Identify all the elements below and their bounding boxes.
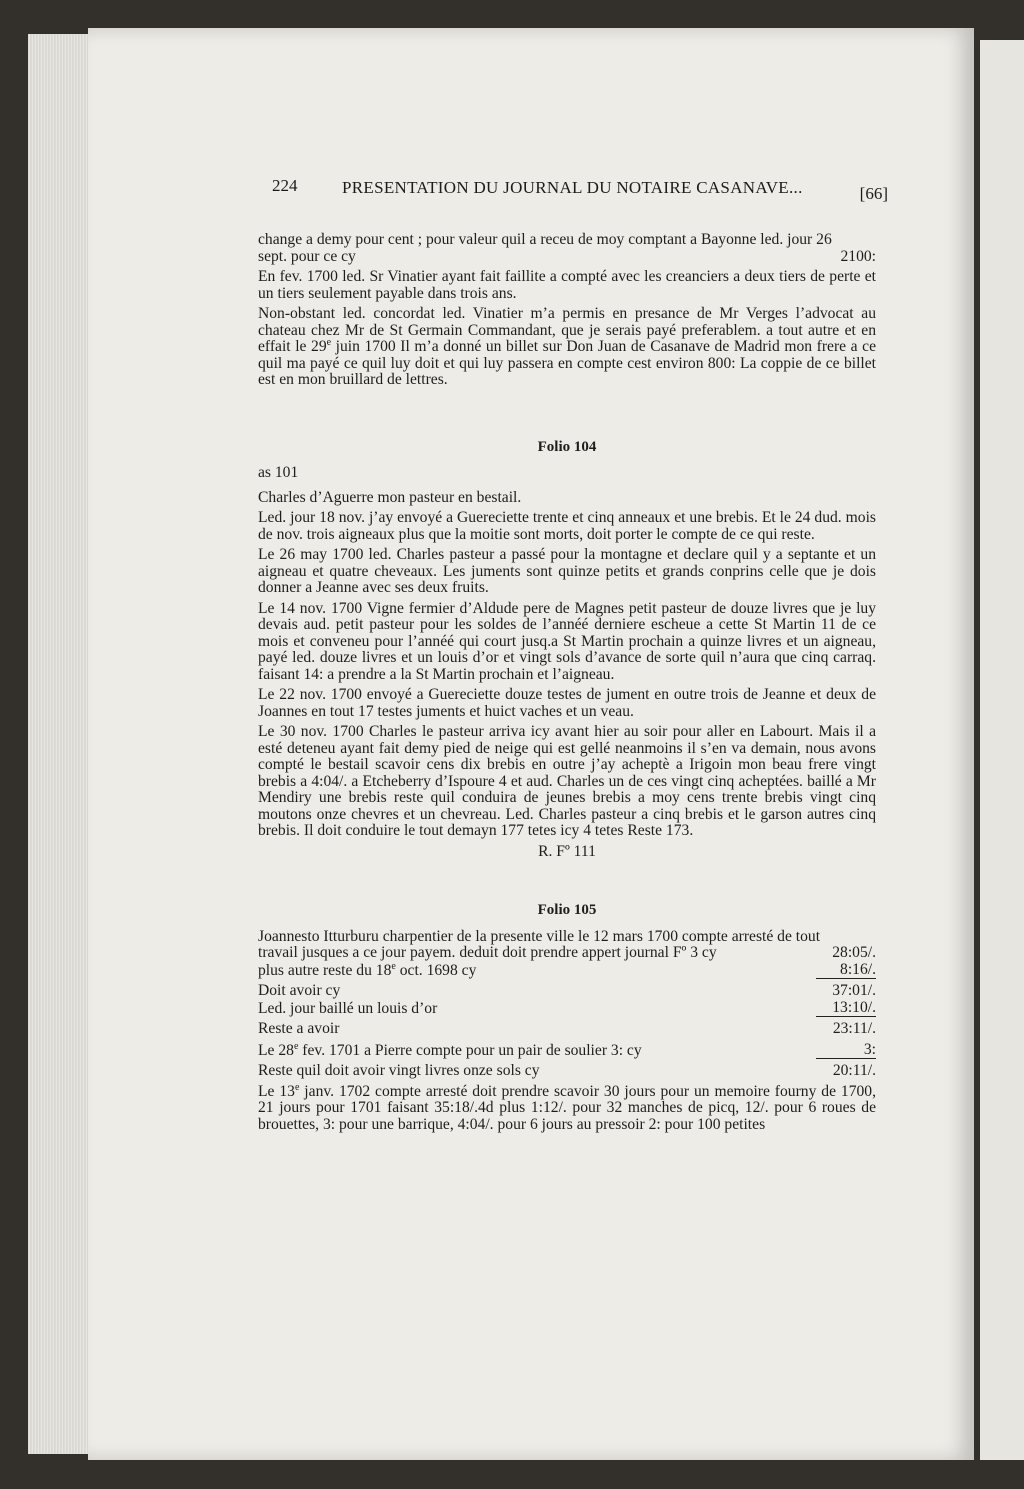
l3-part-a: plus autre reste du 18 [258,961,392,979]
folio-105-line-8 [258,1063,876,1080]
page-body [258,232,876,1137]
folio-105-line-7-text [258,1040,642,1060]
folio-105-line-7 [258,1042,876,1060]
l3-sup: e [391,960,396,972]
folio-105-line-8-text: Reste quil doit avoir vingt livres onze sols cy [258,1062,540,1079]
folio-104-paragraph: Le 30 nov. 1700 Charles le pasteur arriva icy avant hier au soir pour aller en Labourt. Mais il a esté deteneu ayant fait demy pied de neige qui est gellé neanmoins il s’en va demain, nous avons compté le bestail scavoir cens dix brebis en outre j’ay acheptè a Irigoin mon beau frere vingt brebis a 4:04/. a Etcheberry d’Ispoure 4 et aud. Charles un de ces vingt cinq acheptées. baillé a Mr Mendiry une brebis reste quil conduira de jeunes brebis a moy cens trente brebis vingt cinq moutons onze chevres et un chevreau. Led. Charles pasteur a cinq brebis et le garson autres cinq brebis. Il doit conduire le tout demayn 177 tetes icy 4 tetes Reste 173. [258,723,876,839]
folio-105-heading: Folio 105 [537,902,597,918]
folio-105-line-2 [258,945,876,962]
last-part-a: Le 13 [258,1082,295,1100]
folio-105-line-2-amount: 28:05/. [832,944,876,961]
folio-104-heading: Folio 104 [537,438,597,455]
folio-105-line-6 [258,1021,876,1038]
folio-105-line-3-amount: 8:16/. [816,962,876,980]
page-bracket-number: [66] [859,184,888,203]
intro-section [258,232,876,389]
folio-105-line-7-amount: 3: [816,1042,876,1060]
folio-105-line-3-text [258,960,477,980]
folio-104-paragraph: Le 22 nov. 1700 envoyé a Guereciette douze testes de jument en outre trois de Jeanne et deux de Joannes en tout 17 testes juments et huict vaches et un veau. [258,686,876,720]
intro-p3-part-a: Non-obstant led. concordat led. Vinatier m’a permis en presance de Mr Verges l’advocat au chateau chez Mr de St Germain Commandant, que je serais payé preferablem. a tout autre et en effait le 29 [258,305,876,355]
facing-page-edge [980,40,1024,1460]
folio-104-paragraph: Le 14 nov. 1700 Vigne fermier d’Aldude pere de Magnes petit pasteur de douze livres que je luy devais aud. petit pasteur pour les soldes de l’annéé derniere escheue a cette St Martin 11 de ce mois et conveneu pour l’annéé qui court jusq.a St Martin prochain a quinze livres et un aigneau, payé led. douze livres et un louis d’or et vingt sols d’avance de sorte quil n’aura que cinq carraq. faisant 14: a prendre a la St Martin prochain et l’aigneau. [258,599,876,683]
intro-paragraph-2: En fev. 1700 led. Sr Vinatier ayant fait faillite a compté avec les creanciers a deux tiers de perte et un tiers seulement payable dans trois ans. [258,268,876,302]
intro-p3-sup: e [326,336,332,348]
folio-105-line-2-text: travail jusques a ce jour payem. deduit doit prendre appert journal Fº 3 cy [258,944,717,961]
intro-p3-part-b: juin 1700 Il m’a donné un billet sur Don Juan de Casanave de Madrid mon frere a ce quil ma payé ce quil luy doit et qui luy passera en compte cest environ 800: La coppie de ce billet est en mon bruillard de lettres. [258,338,876,388]
folio-105-line-8-amount: 20:11/. [832,1062,876,1079]
folio-105-line-4-amount: 37:01/. [832,982,876,999]
folio-105-line-3 [258,962,876,980]
page-number: 224 [272,176,298,195]
last-part-b: janv. 1702 compte arresté doit prendre scavoir 30 jours pour un memoire fourny de 1700, 21 jours pour 1701 faisant 35:18/.4d plus 1:12/. pour 32 manches de picq, 12/. pour 6 roues de brouettes, 3: pour une barrique, 4:04/. pour 6 jours au pressoir 2: pour 100 petites [258,1082,876,1133]
folio-105-line-4-text: Doit avoir cy [258,982,341,999]
intro-line-2-amount: 2100: [840,247,876,265]
l7-sup: e [293,1040,299,1052]
l7-part-b: fev. 1701 a Pierre compte pour un pair de soulier 3: cy [298,1041,642,1059]
intro-line-1: change a demy pour cent ; pour valeur quil a receu de moy comptant a Bayonne led. jour 26 [258,231,832,248]
folio-105-line-4 [258,983,876,1000]
folio-105-line-6-amount: 23:11/. [832,1020,876,1037]
last-sup: e [294,1081,300,1093]
folio-104-as: as 101 [258,464,299,481]
intro-line-2 [258,249,876,266]
folio-105-line-6-text: Reste a avoir [258,1020,340,1037]
l7-part-a: Le 28 [258,1041,294,1059]
folio-105-line-5-amount: 13:10/. [816,1000,876,1018]
folio-105-line-1: Joannesto Itturburu charpentier de la presente ville le 12 mars 1700 compte arresté de tout [258,927,821,945]
folio-105-last-paragraph [258,1081,876,1134]
folio-105-line-5-text: Led. jour baillé un louis d’or [258,999,438,1017]
folio-104-reference: R. Fº 111 [538,842,596,860]
intro-line-2-text: sept. pour ce cy [258,247,356,265]
running-title: PRESENTATION DU JOURNAL DU NOTAIRE CASANAVE... [342,178,803,197]
intro-paragraph-3 [258,306,876,389]
folio-105-line-5 [258,1000,876,1018]
l3-part-b: oct. 1698 cy [395,961,477,979]
folio-104-paragraph: Charles d’Aguerre mon pasteur en bestail. [258,488,522,506]
folio-104-paragraph: Le 26 may 1700 led. Charles pasteur a passé pour la montagne et declare quil y a septante et un aigneau et quatre cheveaux. Les juments sont quinze petits et grands conprins celle que je dois donner a Jeanne avec ses deux fruits. [258,546,876,596]
running-header [272,176,900,206]
folio-104-paragraph: Led. jour 18 nov. j’ay envoyé a Guereciette trente et cinq anneaux et une brebis. Et le 24 dud. mois de nov. trois aigneaux plus que la moitie sont morts, doit porter le compte de ce qui reste. [258,509,876,543]
